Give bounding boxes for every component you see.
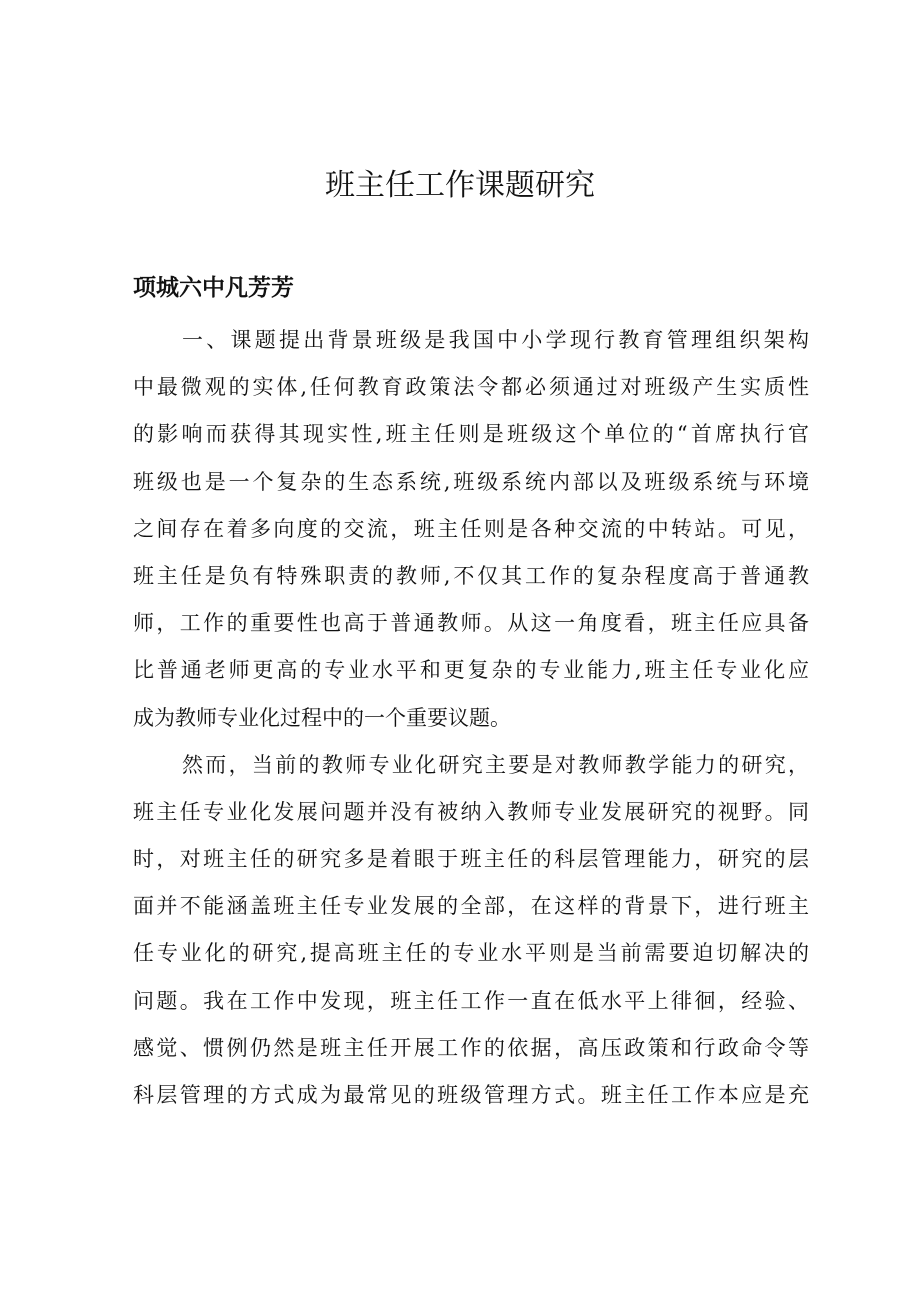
body-text xyxy=(133,317,809,1119)
paragraph-line: 师，工作的重要性也高于普通教师。从这一角度看，班主任应具备 xyxy=(133,611,809,636)
paragraph-line: 中最微观的实体,任何教育政策法令都必须通过对班级产生实质性 xyxy=(133,375,809,400)
author-line: 项城六中凡芳芳 xyxy=(133,275,294,301)
paragraph-line: 比普通老师更高的专业水平和更复杂的专业能力,班主任专业化应 xyxy=(133,658,809,683)
paragraph-line: 面并不能涵盖班主任专业发展的全部，在这样的背景下，进行班主 xyxy=(133,894,809,919)
paragraph-line: 感觉、惯例仍然是班主任开展工作的依据，高压政策和行政命令等 xyxy=(133,1035,809,1060)
paragraph-line: 任专业化的研究,提高班主任的专业水平则是当前需要迫切解决的 xyxy=(133,941,809,966)
paragraph-line: 班主任专业化发展问题并没有被纳入教师专业发展研究的视野。同 xyxy=(133,799,809,824)
paragraph-line: 一、课题提出背景班级是我国中小学现行教育管理组织架构 xyxy=(182,328,809,352)
paragraph-line: 科层管理的方式成为最常见的班级管理方式。班主任工作本应是充 xyxy=(133,1083,809,1107)
paragraph-line: 成为教师专业化过程中的一个重要议题。 xyxy=(133,705,511,730)
paragraph-line: 班级也是一个复杂的生态系统,班级系统内部以及班级系统与环境 xyxy=(133,469,809,494)
paragraph-line: 时，对班主任的研究多是着眼于班主任的科层管理能力，研究的层 xyxy=(133,847,809,872)
paragraph-line: 之间存在着多向度的交流，班主任则是各种交流的中转站。可见， xyxy=(133,516,809,541)
paragraph-line: 然而，当前的教师专业化研究主要是对教师教学能力的研究， xyxy=(182,752,809,777)
paragraph-line: 问题。我在工作中发现，班主任工作一直在低水平上徘徊，经验、 xyxy=(133,988,809,1013)
paragraph-line: 班主任是负有特殊职责的教师,不仅其工作的复杂程度高于普通教 xyxy=(133,563,809,588)
document-title: 班主任工作课题研究 xyxy=(325,168,595,203)
paragraph-line: 的影响而获得其现实性,班主任则是班级这个单位的“首席执行官 xyxy=(133,422,809,447)
